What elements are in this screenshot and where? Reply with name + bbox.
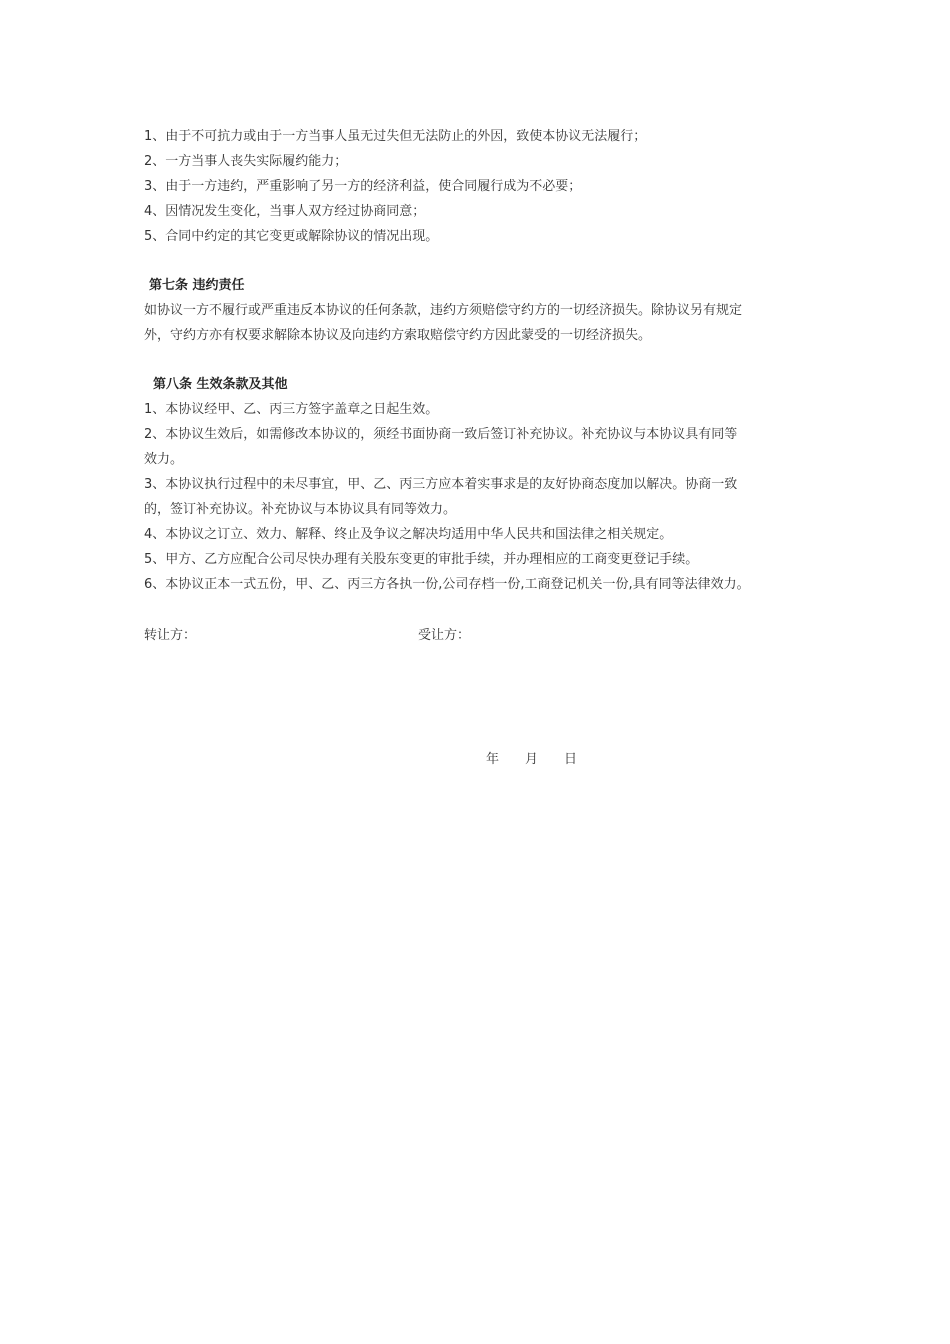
section7 [144,273,814,348]
section8-item-3-line1: 3、本协议执行过程中的未尽事宜，甲、乙、丙三方应本着实事求是的友好协商态度加以解决。协商一致 [144,477,738,492]
section7-body-line2: 外，守约方亦有权要求解除本协议及向违约方索取赔偿守约方因此蒙受的一切经济损失。 [144,328,652,343]
transferor-label: 转让方： [144,628,197,643]
section7-body-line1: 如协议一方不履行或严重违反本协议的任何条款，违约方须赔偿守约方的一切经济损失。除协议另有规定 [144,303,743,318]
section6-list [144,124,814,249]
date-year-label: 年 [486,752,500,767]
spacer [144,348,814,372]
section8-title: 第八条 生效条款及其他 [153,377,288,392]
date-month-label: 月 [525,752,539,767]
section8-item-5: 5、甲方、乙方应配合公司尽快办理有关股东变更的审批手续，并办理相应的工商变更登记手续。 [144,552,699,567]
section6-item-5: 5、合同中约定的其它变更或解除协议的情况出现。 [144,229,439,244]
section8 [144,372,814,597]
section8-item-6: 6、本协议正本一式五份，甲、乙、丙三方各执一份,公司存档一份,工商登记机关一份,具有同等法律效力。 [144,577,750,592]
document-body [144,124,814,597]
section6-item-3: 3、由于一方违约，严重影响了另一方的经济利益，使合同履行成为不必要； [144,179,582,194]
section8-item-2-line2: 效力。 [144,452,184,467]
transferee-label: 受让方： [418,628,471,643]
section6-item-2: 2、一方当事人丧失实际履约能力； [144,154,348,169]
spacer [144,249,814,273]
section6-item-4: 4、因情况发生变化，当事人双方经过协商同意； [144,204,426,219]
section8-item-2-line1: 2、本协议生效后，如需修改本协议的，须经书面协商一致后签订补充协议。补充协议与本协议具有同等 [144,427,738,442]
date-line [486,747,577,772]
section6-item-1: 1、由于不可抗力或由于一方当事人虽无过失但无法防止的外因，致使本协议无法履行； [144,129,647,144]
section8-item-4: 4、本协议之订立、效力、解释、终止及争议之解决均适用中华人民共和国法律之相关规定。 [144,527,673,542]
date-day-label: 日 [564,752,578,767]
section7-title: 第七条 违约责任 [149,278,245,293]
section8-item-1: 1、本协议经甲、乙、丙三方签字盖章之日起生效。 [144,402,439,417]
section8-item-3-line2: 的，签订补充协议。补充协议与本协议具有同等效力。 [144,502,457,517]
